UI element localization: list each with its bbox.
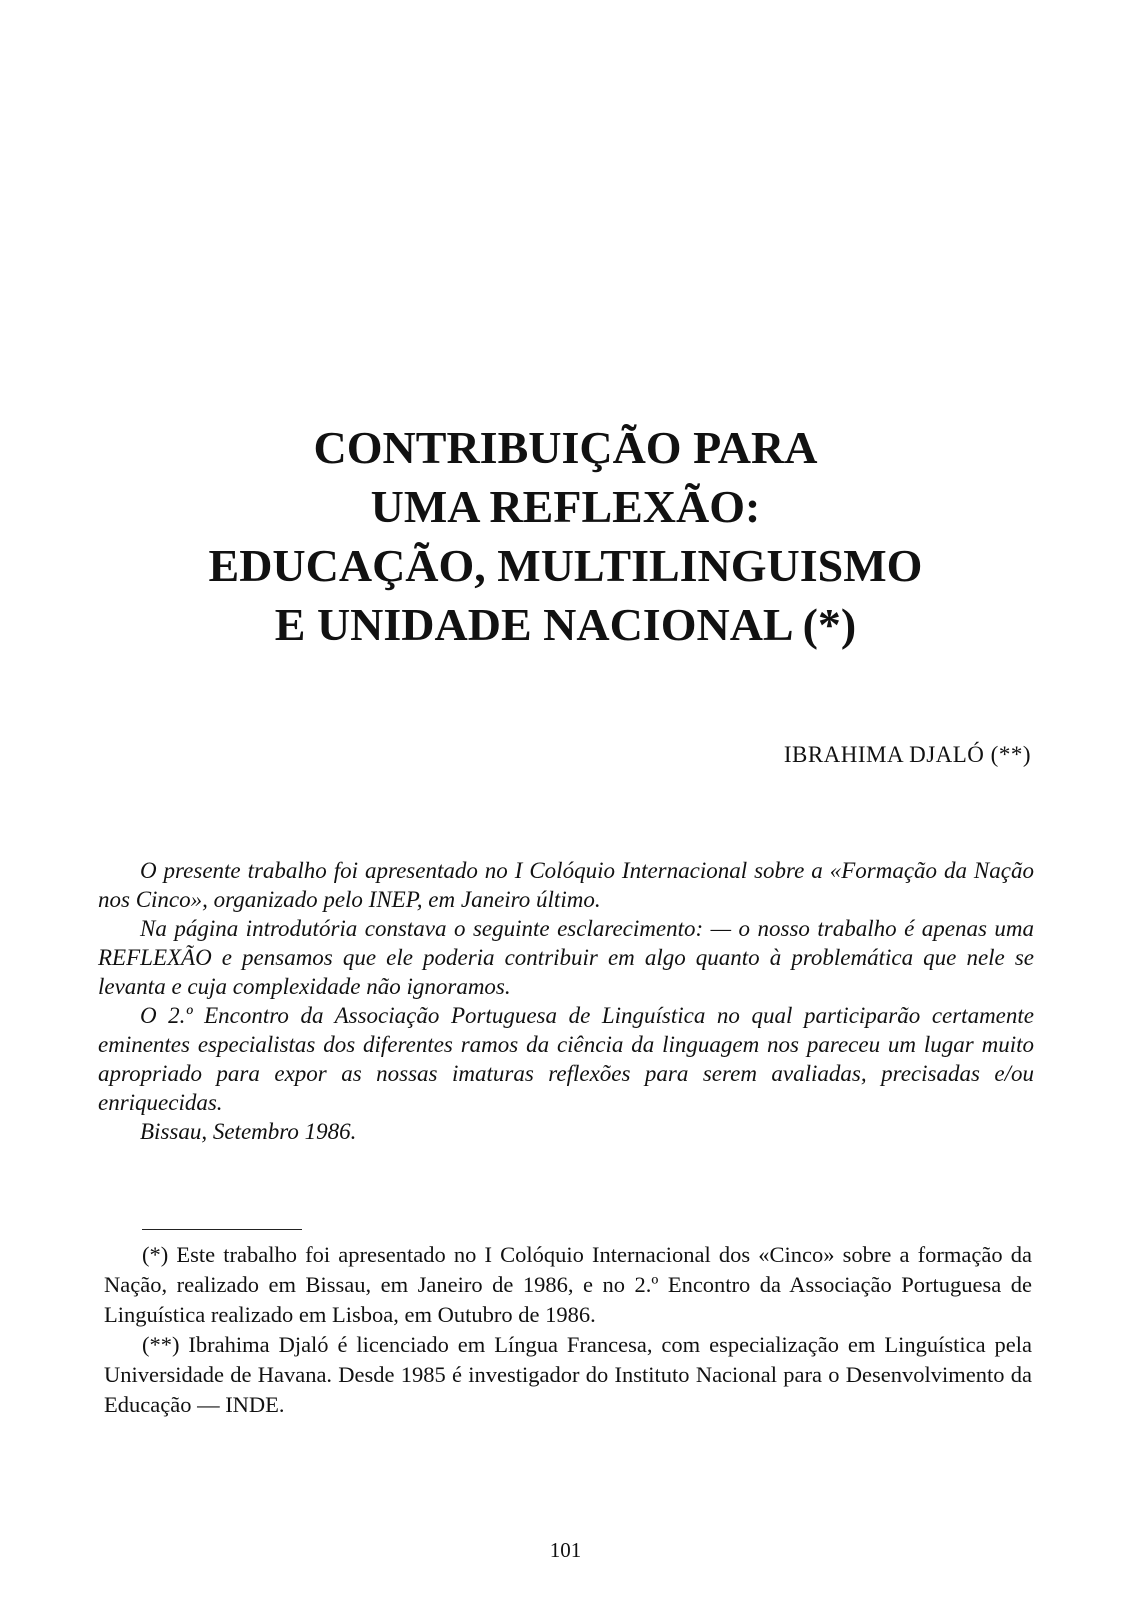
footnote-1: (*) Este trabalho foi apresentado no I Colóquio Internacional dos «Cinco» sobre a formação da Nação, realizado em Bissau, em Janeiro de 1986, e no 2.º Encontro da Associação Portuguesa de Linguística realizado em Lisboa, em Outubro de 1986.	[104, 1242, 1032, 1327]
abstract-paragraph-3: O 2.º Encontro da Associação Portuguesa de Linguística no qual participarão certamente eminentes especialistas dos diferentes ramos da ciência da linguagem nos pareceu um lugar muito apropriado para expor as nossas imaturas reflexões para serem avaliadas, precisadas e/ou enriquecidas.	[98, 1003, 1034, 1115]
title-line-2: UMA REFLEXÃO:	[370, 481, 761, 532]
abstract-block	[98, 856, 1034, 1146]
page-number: 101	[549, 1538, 582, 1562]
author-name: IBRAHIMA DJALÓ (**)	[783, 742, 1031, 767]
title-line-3: EDUCAÇÃO, MULTILINGUISMO	[208, 540, 923, 591]
title-line-1: CONTRIBUIÇÃO PARA	[313, 422, 818, 473]
footnote-2: (**) Ibrahima Djaló é licenciado em Língua Francesa, com especialização em Linguística pela Universidade de Havana. Desde 1985 é investigador do Instituto Nacional para o Desenvolvimento da Educação — INDE.	[104, 1332, 1032, 1417]
abstract-paragraph-2: Na página introdutória constava o seguinte esclarecimento: — o nosso trabalho é apenas uma REFLEXÃO e pensamos que ele poderia contribuir em algo quanto à problemática que nele se levanta e cuja complexidade não ignoramos.	[98, 916, 1034, 999]
title-line-4: E UNIDADE NACIONAL (*)	[274, 599, 857, 650]
article-title	[100, 418, 1031, 654]
abstract-dateline: Bissau, Setembro 1986.	[140, 1119, 357, 1144]
footnote-divider	[142, 1229, 302, 1230]
footnotes-block	[104, 1240, 1032, 1420]
abstract-paragraph-1: O presente trabalho foi apresentado no I Colóquio Internacional sobre a «Formação da Nação nos Cinco», organizado pelo INEP, em Janeiro último.	[98, 858, 1034, 912]
